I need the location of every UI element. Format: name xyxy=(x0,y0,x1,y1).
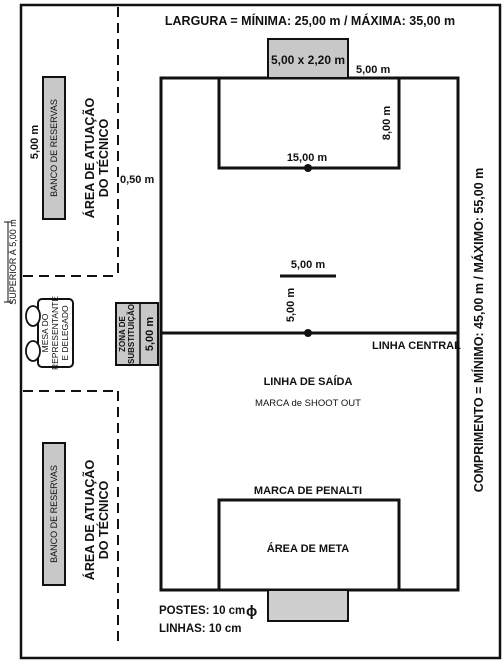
center-mark-distance-label: 5,00 m xyxy=(285,287,297,323)
table-chair-bottom xyxy=(26,341,40,361)
substitution-line2: SUBSTITUIÇÃO xyxy=(127,304,136,364)
bench-bottom-label: BANCO DE RESERVAS xyxy=(49,465,59,563)
coach-area-bottom-line2: DO TÉCNICO xyxy=(97,480,111,560)
center-line-label: LINHA CENTRAL xyxy=(372,340,461,352)
coach-area-bottom-line1: ÁREA DE ATUAÇÃO xyxy=(83,459,97,581)
posts-label: POSTES: 10 cm xyxy=(159,605,246,617)
table-chair-top xyxy=(26,306,40,326)
superior-label: SUPERIOR À 5,00 m xyxy=(8,219,18,305)
margin-label: 0,50 m xyxy=(120,174,155,186)
goal-area-width-label: 5,00 m xyxy=(356,64,391,76)
goal-area-label: ÁREA DE META xyxy=(266,543,350,555)
goal-area-length-label: 15,00 m xyxy=(286,152,328,164)
center-spot xyxy=(304,329,312,337)
table-line3: E DELEGADO xyxy=(60,305,70,361)
posts-symbol: ϕ xyxy=(246,603,258,620)
goal-bottom xyxy=(268,590,348,621)
table-line2: REPRESENTANTE xyxy=(50,296,60,370)
bench-top-label: BANCO DE RESERVAS xyxy=(49,99,59,197)
goal-area-depth-label: 8,00 m xyxy=(381,105,393,141)
center-mark-width-label: 5,00 m xyxy=(290,259,326,271)
penalty-label: MARCA DE PENALTI xyxy=(253,485,363,497)
goal-top-label: 5,00 x 2,20 m xyxy=(270,53,346,67)
shootout-label: MARCA de SHOOT OUT xyxy=(255,398,361,409)
exit-line-label: LINHA DE SAÍDA xyxy=(263,376,353,388)
substitution-length: 5,00 m xyxy=(144,316,156,352)
width-label: LARGURA = MÍNIMA: 25,00 m / MÁXIMA: 35,00 m xyxy=(164,14,456,28)
coach-area-top-line2: DO TÉCNICO xyxy=(97,118,111,198)
substitution-line1: ZONA DE xyxy=(118,316,127,352)
lines-label: LINHAS: 10 cm xyxy=(159,623,242,635)
coach-area-top-line1: ÁREA DE ATUAÇÃO xyxy=(83,97,97,219)
table-line1: MESA DO xyxy=(40,313,50,353)
bench-top-length: 5,00 m xyxy=(29,124,41,160)
penalty-mark-top xyxy=(304,164,312,172)
length-label: COMPRIMENTO = MÍNIMO: 45,00 m / MÁXIMO: 55,00 m xyxy=(472,167,486,493)
